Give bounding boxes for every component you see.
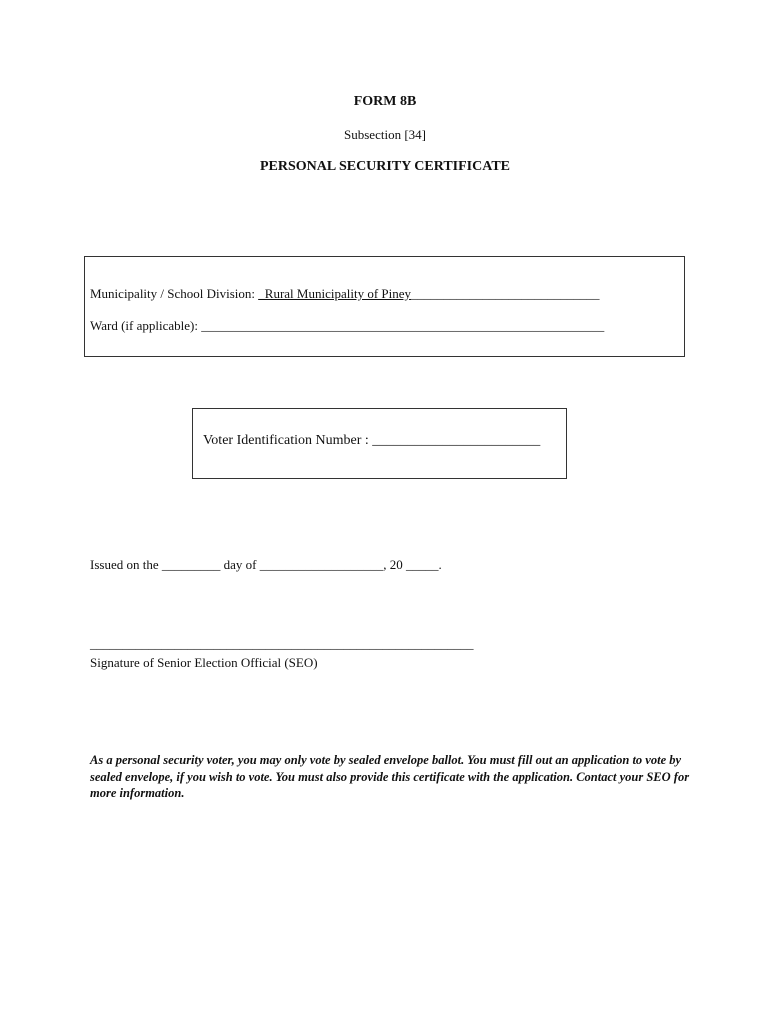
issued-date-line[interactable]: Issued on the _________ day of ___________________, 20 _____. — [90, 557, 442, 572]
municipality-field[interactable] — [90, 286, 600, 302]
signature-label: Signature of Senior Election Official (SEO) — [90, 655, 318, 670]
voter-id-label: Voter Identification Number : — [203, 433, 369, 448]
municipality-value[interactable]: _Rural Municipality of Piney — [258, 286, 412, 301]
municipality-blank[interactable]: _____________________________ — [411, 286, 600, 301]
voter-id-blank[interactable]: ________________________ — [372, 433, 541, 448]
form-number: FORM 8B — [353, 94, 417, 109]
notice-paragraph: As a personal security voter, you may only vote by sealed envelope ballot. You must fill out an application to vote by sealed envelope, if you wish to vote. You must also provide this certificate with the application. Contact your SEO for more information. — [90, 753, 690, 800]
voter-id-field[interactable] — [203, 433, 540, 449]
ward-label: Ward (if applicable): — [90, 318, 198, 333]
municipality-box — [84, 256, 685, 357]
municipality-label: Municipality / School Division: — [90, 286, 256, 301]
signature-line[interactable]: ___________________________________________________________ — [90, 636, 474, 651]
ward-field[interactable] — [90, 318, 604, 334]
form-title: PERSONAL SECURITY CERTIFICATE — [259, 159, 510, 174]
ward-blank[interactable]: ______________________________________________________________ — [201, 318, 605, 333]
form-subsection: Subsection [34] — [344, 127, 426, 142]
